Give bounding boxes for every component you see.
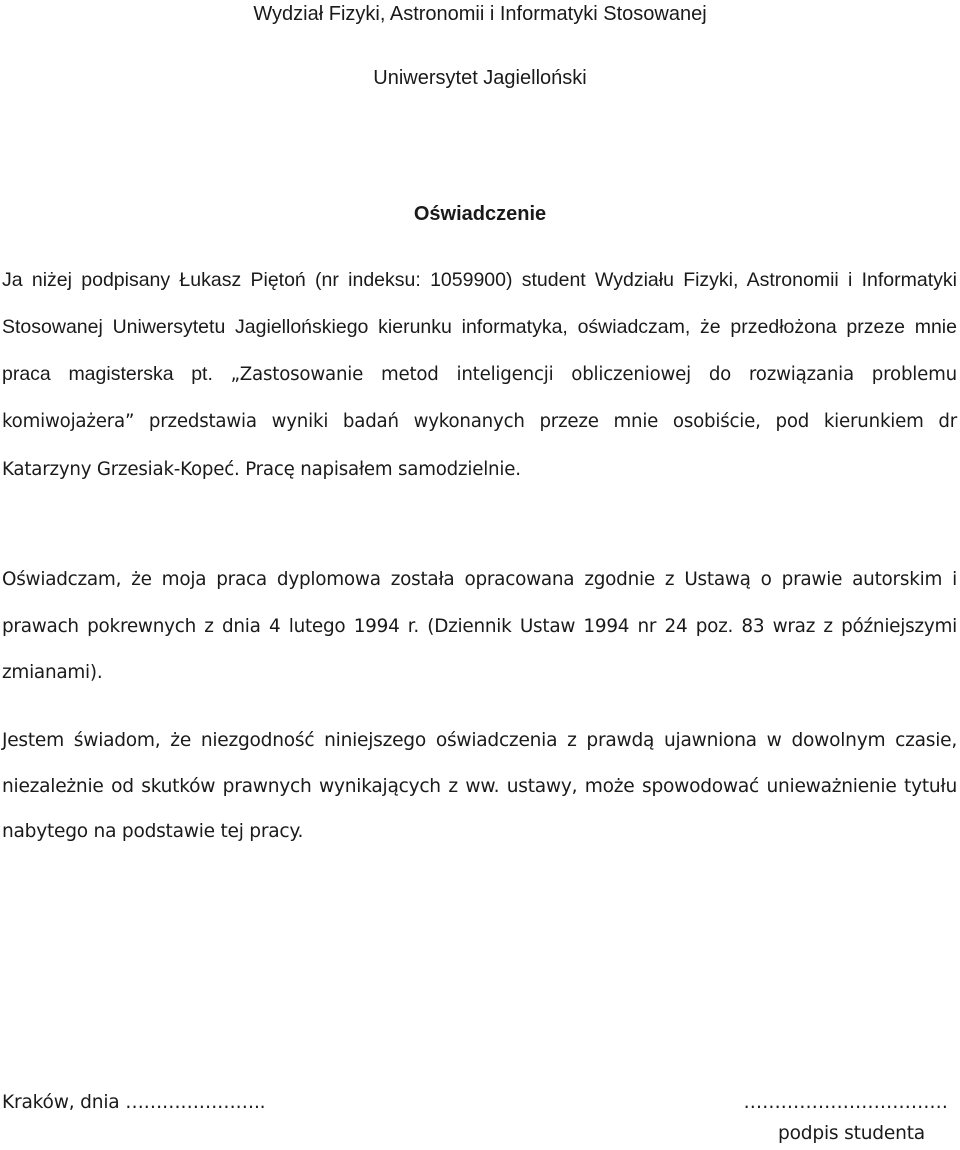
document-title: Oświadczenie [413,203,547,225]
signature-line: …………………………… [743,1092,948,1113]
authorship-text-thesis: „Zastosowanie metod inteligencji obliczeniowej do rozwiązania problemu komiwojażera” przedstawia wyniki badań wykonanych przeze mnie osobiście, pod kierunkiem dr Katarzyny Grzesiak-Kopeć. Pracę napisałem samodzielnie. [2,363,957,481]
declaration-paragraph-copyright: Oświadczam, że moja praca dyplomowa została opracowana zgodnie z Ustawą o prawie autorskim i prawach pokrewnych z dnia 4 lutego 1994 r. (Dziennik Ustaw 1994 nr 24 poz. 83 wraz z późniejszymi zmianami). [2,569,957,683]
declaration-paragraph-authorship [2,257,957,494]
university-name: Uniwersytet Jagielloński [373,67,587,89]
authorship-text-intro: Ja niżej podpisany Łukasz Piętoń (nr indeksu: 1059900) student Wydziału Fizyki, Astronomii i Informatyki Stosowanej Uniwersytetu Jagiellońskiego kierunku informatyka, oświadczam, że przedłożona przeze mnie praca magisterska pt. [2,269,957,385]
signature-label: podpis studenta [777,1123,925,1144]
faculty-name: Wydział Fizyki, Astronomii i Informatyki Stosowanej [253,3,707,25]
declaration-paragraph-awareness: Jestem świadom, że niezgodność niniejszego oświadczenia z prawdą ujawniona w dowolnym czasie, niezależnie od skutków prawnych wynikających z ww. ustawy, może spowodować unieważnienie tytułu nabytego na podstawie tej pracy. [2,730,957,842]
place-date-line: Kraków, dnia ………………….. [2,1092,266,1113]
